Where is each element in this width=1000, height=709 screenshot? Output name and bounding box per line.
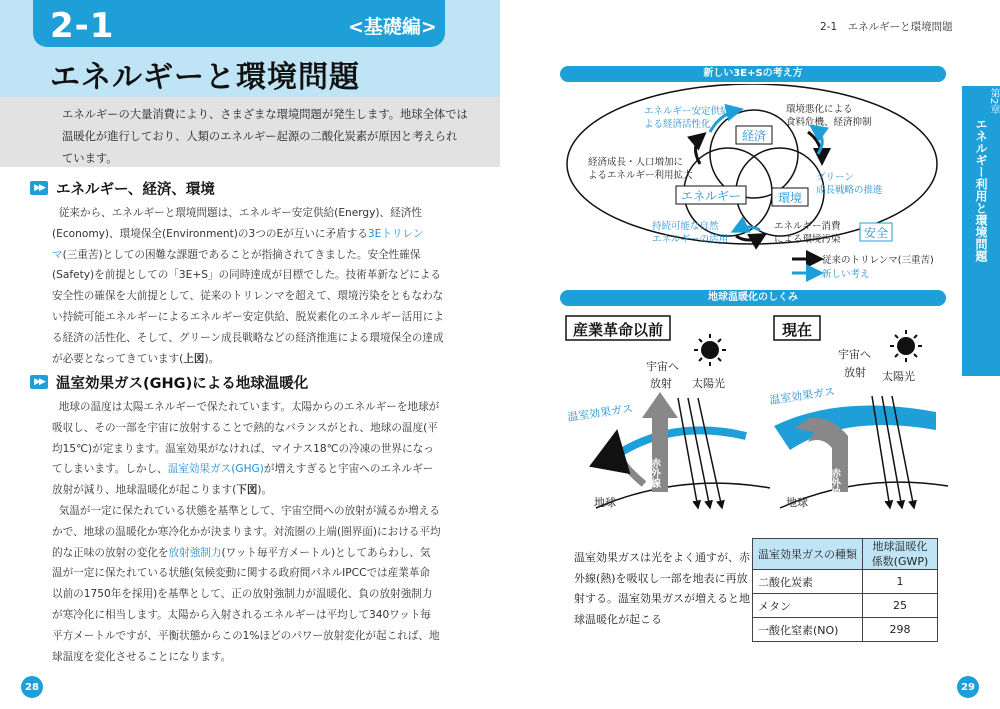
table-header-row xyxy=(753,539,938,570)
note-text: エネルギー消費 xyxy=(774,221,841,232)
space-radiation-label: 放射 xyxy=(844,366,866,379)
sun-icon-left xyxy=(694,334,726,366)
chapter-number: 2-1 xyxy=(50,6,115,46)
circle-economy xyxy=(710,110,798,198)
body-line: (Economy)、環境保全(Environment)の3つのEが互いに矛盾する xyxy=(52,227,368,240)
table-cell-gwp: 298 xyxy=(863,618,938,642)
running-head: 2-1 エネルギーと環境問題 xyxy=(820,21,953,33)
ghg-label: 温室効果ガス xyxy=(566,401,634,424)
note-text: エネルギーの活用 xyxy=(652,234,729,245)
page-title: エネルギーと環境問題 xyxy=(50,60,360,95)
side-tab-title: エネルギー利用と環境問題 xyxy=(974,118,988,262)
term-3e-trilemma: 3Eトリレン xyxy=(367,227,424,240)
note-text: エネルギー安定供給に xyxy=(644,106,740,117)
double-arrow-icon: ▶▶ xyxy=(30,181,48,195)
note-text: よるエネルギー利用拡大 xyxy=(588,170,693,181)
gwp-table xyxy=(752,538,938,642)
table-row xyxy=(753,594,938,618)
panel-left-label: 産業革命以前 xyxy=(572,321,664,339)
body-line: 吸収し、その一部を宇宙に放射することで熱的なバランスがとれ、地球の温度(平 xyxy=(52,421,438,434)
body-line: (Safety)を前提としての「3E+S」の同時達成が目標でした。技術革新などによる xyxy=(52,269,441,282)
side-tab-chapter: 第2章 xyxy=(988,88,999,115)
section-heading-2 xyxy=(30,372,308,392)
note-text: 成長戦略の推進 xyxy=(816,185,883,196)
double-arrow-icon: ▶▶ xyxy=(30,375,48,389)
figure-ref: 下図 xyxy=(236,484,258,497)
infrared-arrow-right xyxy=(794,418,848,492)
table-cell-gas: 二酸化炭素 xyxy=(753,570,863,594)
chapter-subtitle: <基礎編> xyxy=(348,16,437,38)
body-line: 以前の1750年を採用)を基準として、正の放射強制力が温暖化、負の放射強制力 xyxy=(52,588,433,601)
arrow-old-2 xyxy=(695,136,702,164)
body-line: る経済の活性化、そして、グリーン成長戦略などの経済推進による環境保全の達成 xyxy=(52,331,444,344)
gwp-caption: 温室効果ガスは光をよく通すが、赤外線(熱)を吸収し一部を地表に再放射する。温室効果ガスが増えると地球温暖化が起こる xyxy=(574,551,750,626)
table-cell-gas: メタン xyxy=(753,594,863,618)
note-text: 環境悪化による xyxy=(786,104,853,115)
space-radiation-label: 宇宙へ xyxy=(838,348,871,361)
page-number-right: 29 xyxy=(957,676,979,698)
body-line: い持続可能エネルギーによるエネルギー安定供給、脱炭素化のエネルギー活用によ xyxy=(52,310,444,323)
section-heading-1 xyxy=(30,178,215,198)
body-line: )。 xyxy=(204,352,220,365)
sun-icon-right xyxy=(890,330,922,362)
term-3e-trilemma-cont: マ xyxy=(52,248,63,261)
body-line: が寒冷化に相当します。太陽から入射されるエネルギーは平均して340ワット毎 xyxy=(52,608,432,621)
table-cell-gwp: 1 xyxy=(863,570,938,594)
body-line: 気温が一定に保たれている状態を基準として、宇宙空間への放射が減るか増える xyxy=(58,504,440,517)
space-radiation-label: 宇宙へ xyxy=(646,360,679,373)
legend-old-label: 従来のトリレンマ(三重苦) xyxy=(822,255,934,266)
label-environment: 環境 xyxy=(777,191,803,205)
intro-line: 温暖化が進行しており、人類のエネルギー起源の二酸化炭素が原因と考えられ xyxy=(62,130,458,143)
sunray-3 xyxy=(698,398,722,508)
body-line: 球温度を変化させることになります。 xyxy=(52,650,232,663)
table-row xyxy=(753,618,938,642)
sunray-1 xyxy=(678,398,698,508)
section2-body xyxy=(52,397,452,667)
note-text: 経済成長・人口増加に xyxy=(588,157,684,168)
body-line: 温が一定に保たれている状態(気候変動に関する政府間パネルIPCCでは産業革命 xyxy=(52,567,431,580)
body-line: 地球の温度は太陽エネルギーで保たれています。太陽からのエネルギーを地球が xyxy=(58,401,440,413)
body-line: 平方メートルですが、平衡状態からこの1%ほどのパワー放射変化が起これば、地 xyxy=(52,629,440,642)
body-line: 的な正味の放射の変化を xyxy=(52,546,169,559)
section-title: エネルギー、経済、環境 xyxy=(56,181,215,198)
table-cell-gas: 一酸化窒素(NO) xyxy=(753,618,863,642)
earth-label: 地球 xyxy=(786,496,808,509)
ghg-label: 温室効果ガス xyxy=(768,384,836,407)
panel-right-label: 現在 xyxy=(781,321,813,339)
body-line: (三重苦)としての困難な課題であることが指摘されてきました。安全性確保 xyxy=(62,248,421,261)
note-text: 食料危機、経済抑制 xyxy=(786,117,872,128)
sunlight-label: 太陽光 xyxy=(692,377,725,390)
ghg-layer-left xyxy=(612,430,746,458)
sunray-2 xyxy=(688,398,710,508)
body-line: 放射が減り、地球温暖化が起こります( xyxy=(52,484,237,497)
body-line: が増えすぎると宇宙へのエネルギー xyxy=(263,463,434,476)
table-cell-gwp: 25 xyxy=(863,594,938,618)
label-economy: 経済 xyxy=(741,129,767,143)
body-line: (ワット毎平方メートル)としてあらわし、気 xyxy=(221,546,431,559)
term-radiative-forcing: 放射強制力 xyxy=(168,546,222,559)
arrow-new-3 xyxy=(736,227,760,230)
diagram-3es xyxy=(560,84,950,284)
body-line: )。 xyxy=(257,484,273,497)
infrared-label: 赤外線 xyxy=(828,468,840,498)
figure-ref: 上図 xyxy=(183,352,205,365)
legend-new-label: 新しい考え xyxy=(822,269,870,280)
intro-line: エネルギーの大量消費により、さまざまな環境問題が発生します。地球全体では xyxy=(62,108,468,121)
label-safety: 安全 xyxy=(863,226,889,240)
table-header-gas: 温室効果ガスの種類 xyxy=(753,539,863,570)
body-line: 均15℃)が定まります。温室効果がなければ、マイナス18℃の冷凍の世界になっ xyxy=(52,442,434,455)
intro-line: ています。 xyxy=(62,152,118,165)
table-header-gwp: 地球温暖化係数(GWP) xyxy=(863,539,938,570)
space-radiation-label: 放射 xyxy=(650,377,672,390)
section1-body xyxy=(52,203,452,369)
earth-label: 地球 xyxy=(594,496,616,509)
body-line: てしまいます。しかし、 xyxy=(52,463,168,476)
diagram1-title: 新しい3E+Sの考え方 xyxy=(560,66,946,82)
note-text: による環境汚染 xyxy=(774,234,841,245)
note-text: グリーン xyxy=(816,172,854,183)
infrared-label: 赤外線 xyxy=(648,458,660,488)
label-energy: エネルギー xyxy=(680,189,742,203)
note-text: よる経済活性化 xyxy=(644,119,711,130)
body-line: かで、地球の温暖化か寒冷化かが決まります。対流圏の上端(圏界面)における平均 xyxy=(52,525,441,538)
table-row xyxy=(753,570,938,594)
page-number-left: 28 xyxy=(21,676,43,698)
arrow-old-3 xyxy=(736,236,762,240)
body-line: 従来から、エネルギーと環境問題は、エネルギー安定供給(Energy)、経済性 xyxy=(58,207,422,219)
sunlight-label: 太陽光 xyxy=(882,370,915,383)
note-text: 持続可能な自然 xyxy=(652,221,719,232)
section-title: 温室効果ガス(GHG)による地球温暖化 xyxy=(56,375,309,392)
body-line: 安全性の確保を大前提として、従来のトリレンマを超えて、環境汚染をともなわな xyxy=(52,290,444,303)
intro-text xyxy=(62,104,482,170)
term-ghg: 温室効果ガス(GHG) xyxy=(167,463,264,476)
diagram2-title: 地球温暖化のしくみ xyxy=(560,290,946,306)
earth-surface-left xyxy=(596,483,770,508)
diagram-warming xyxy=(560,308,950,538)
body-line: が必要となってきています( xyxy=(52,352,184,365)
